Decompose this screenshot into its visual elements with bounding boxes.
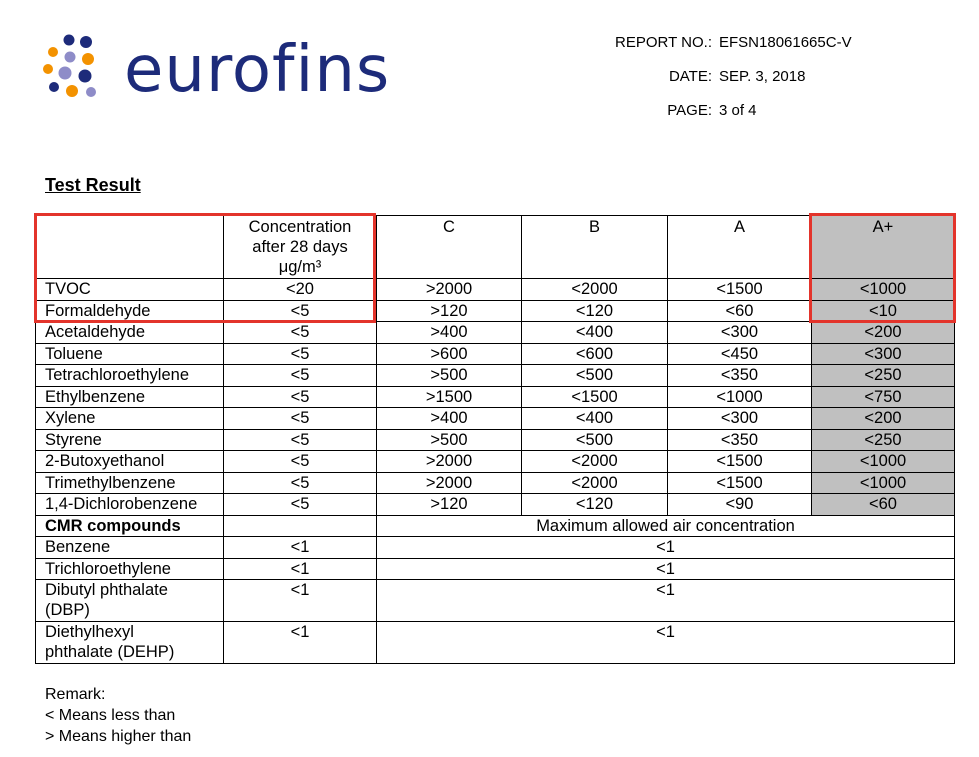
cmr-limit-value: <1 xyxy=(377,537,955,559)
cmr-compound-name-line: Diethylhexyl xyxy=(45,623,134,641)
cmr-concentration-value: <1 xyxy=(224,580,377,622)
class-a-limit: <1500 xyxy=(668,472,812,494)
page-label: PAGE: xyxy=(667,102,712,119)
cmr-compound-name-line: Trichloroethylene xyxy=(45,559,171,578)
class-a-plus-limit: <200 xyxy=(812,322,955,344)
cmr-compound-name xyxy=(36,622,224,664)
table-row xyxy=(36,451,955,473)
class-a-limit: <300 xyxy=(668,322,812,344)
header-concentration xyxy=(224,216,377,279)
table-row xyxy=(36,386,955,408)
table-row xyxy=(36,472,955,494)
class-b-limit: <400 xyxy=(522,408,668,430)
class-a-plus-limit: <1000 xyxy=(812,279,955,301)
class-c-limit: >500 xyxy=(377,429,522,451)
class-c-limit: >500 xyxy=(377,365,522,387)
class-a-plus-limit: <300 xyxy=(812,343,955,365)
class-b-limit: <120 xyxy=(522,494,668,516)
compound-name: Formaldehyde xyxy=(36,300,224,322)
remark-block xyxy=(45,684,191,747)
table-row xyxy=(36,408,955,430)
class-b-limit: <2000 xyxy=(522,472,668,494)
cmr-compound-name-line: Benzene xyxy=(45,538,111,556)
cmr-empty-cell xyxy=(224,515,377,537)
table-row xyxy=(36,279,955,301)
page-row xyxy=(560,102,940,136)
concentration-value: <5 xyxy=(224,343,377,365)
cmr-compound-name xyxy=(36,580,224,622)
concentration-value: <5 xyxy=(224,429,377,451)
compound-name: Xylene xyxy=(36,408,224,430)
compound-name: Toluene xyxy=(36,343,224,365)
class-a-plus-limit: <1000 xyxy=(812,451,955,473)
brand-name: eurofins xyxy=(124,33,391,107)
class-a-plus-limit: <250 xyxy=(812,365,955,387)
class-c-limit: >2000 xyxy=(377,451,522,473)
class-a-plus-limit: <200 xyxy=(812,408,955,430)
concentration-value: <5 xyxy=(224,494,377,516)
class-a-plus-limit: <10 xyxy=(812,300,955,322)
concentration-value: <5 xyxy=(224,408,377,430)
cmr-limit-value: <1 xyxy=(377,622,955,664)
compound-name: Trimethylbenzene xyxy=(36,472,224,494)
concentration-value: <5 xyxy=(224,472,377,494)
cmr-max-allowed-note: Maximum allowed air concentration xyxy=(377,515,955,537)
class-b-limit: <600 xyxy=(522,343,668,365)
compound-name: Acetaldehyde xyxy=(36,322,224,344)
header-concentration-line-2: after 28 days xyxy=(252,238,348,256)
table-row xyxy=(36,365,955,387)
table-row xyxy=(36,300,955,322)
class-c-limit: >2000 xyxy=(377,472,522,494)
cmr-limit-value: <1 xyxy=(377,580,955,622)
header-empty-cell xyxy=(36,216,224,279)
page-value: 3 of 4 xyxy=(719,102,757,119)
class-c-limit: >120 xyxy=(377,494,522,516)
remark-title: Remark: xyxy=(45,686,106,703)
class-a-plus-limit: <750 xyxy=(812,386,955,408)
compound-name: 1,4-Dichlorobenzene xyxy=(36,494,224,516)
concentration-value: <5 xyxy=(224,386,377,408)
class-a-limit: <350 xyxy=(668,429,812,451)
class-a-limit: <1500 xyxy=(668,451,812,473)
cmr-row xyxy=(36,580,955,622)
concentration-value: <20 xyxy=(224,279,377,301)
concentration-value: <5 xyxy=(224,365,377,387)
compound-name: TVOC xyxy=(36,279,224,301)
class-a-plus-limit: <250 xyxy=(812,429,955,451)
remark-higher-than: > Means higher than xyxy=(45,728,192,745)
remark-less-than: < Means less than xyxy=(45,707,176,724)
header-class-a-plus: A+ xyxy=(812,216,955,279)
section-title: Test Result xyxy=(45,175,141,195)
header-class-c: C xyxy=(377,216,522,279)
table-row xyxy=(36,343,955,365)
class-a-limit: <60 xyxy=(668,300,812,322)
header-row xyxy=(36,216,955,279)
cmr-compound-name-line: phthalate (DEHP) xyxy=(45,643,175,661)
table-row xyxy=(36,494,955,516)
header-class-b: B xyxy=(522,216,668,279)
class-a-limit: <90 xyxy=(668,494,812,516)
cmr-row xyxy=(36,622,955,664)
cmr-row xyxy=(36,537,955,559)
class-b-limit: <2000 xyxy=(522,451,668,473)
table-row xyxy=(36,429,955,451)
cmr-compound-name-line: Dibutyl phthalate xyxy=(45,581,168,599)
compound-name: 2-Butoxyethanol xyxy=(36,451,224,473)
cmr-compound-name xyxy=(36,558,224,580)
class-a-limit: <300 xyxy=(668,408,812,430)
report-number-row xyxy=(560,34,940,68)
class-b-limit: <400 xyxy=(522,322,668,344)
class-c-limit: >600 xyxy=(377,343,522,365)
header-class-a: A xyxy=(668,216,812,279)
class-c-limit: >1500 xyxy=(377,386,522,408)
class-b-limit: <120 xyxy=(522,300,668,322)
compound-name: Ethylbenzene xyxy=(36,386,224,408)
class-b-limit: <500 xyxy=(522,429,668,451)
header-concentration-line-1: Concentration xyxy=(248,218,352,236)
class-a-limit: <1000 xyxy=(668,386,812,408)
class-b-limit: <500 xyxy=(522,365,668,387)
class-c-limit: >120 xyxy=(377,300,522,322)
date-row xyxy=(560,68,940,102)
cmr-concentration-value: <1 xyxy=(224,558,377,580)
cmr-row xyxy=(36,558,955,580)
header-concentration-unit: μg/m³ xyxy=(278,258,322,276)
table-row xyxy=(36,322,955,344)
date-label: DATE: xyxy=(668,68,712,85)
class-b-limit: <2000 xyxy=(522,279,668,301)
report-number: EFSN18061665C-V xyxy=(719,34,852,51)
compound-name: Styrene xyxy=(36,429,224,451)
concentration-value: <5 xyxy=(224,322,377,344)
cmr-header-row xyxy=(36,515,955,537)
class-c-limit: >400 xyxy=(377,408,522,430)
class-a-plus-limit: <60 xyxy=(812,494,955,516)
logo-dots-icon xyxy=(36,30,126,110)
report-meta xyxy=(560,34,940,136)
cmr-compound-name xyxy=(36,537,224,559)
date-value: SEP. 3, 2018 xyxy=(719,68,806,85)
compound-name: Tetrachloroethylene xyxy=(36,365,224,387)
class-a-limit: <1500 xyxy=(668,279,812,301)
class-c-limit: >400 xyxy=(377,322,522,344)
concentration-value: <5 xyxy=(224,300,377,322)
cmr-concentration-value: <1 xyxy=(224,622,377,664)
cmr-compound-name-line: (DBP) xyxy=(45,601,90,619)
concentration-value: <5 xyxy=(224,451,377,473)
report-number-label: REPORT NO.: xyxy=(615,34,712,51)
test-result-table xyxy=(35,215,955,664)
class-a-limit: <350 xyxy=(668,365,812,387)
class-a-limit: <450 xyxy=(668,343,812,365)
cmr-limit-value: <1 xyxy=(377,558,955,580)
cmr-compounds-label: CMR compounds xyxy=(36,515,224,537)
class-a-plus-limit: <1000 xyxy=(812,472,955,494)
cmr-concentration-value: <1 xyxy=(224,537,377,559)
class-c-limit: >2000 xyxy=(377,279,522,301)
class-b-limit: <1500 xyxy=(522,386,668,408)
